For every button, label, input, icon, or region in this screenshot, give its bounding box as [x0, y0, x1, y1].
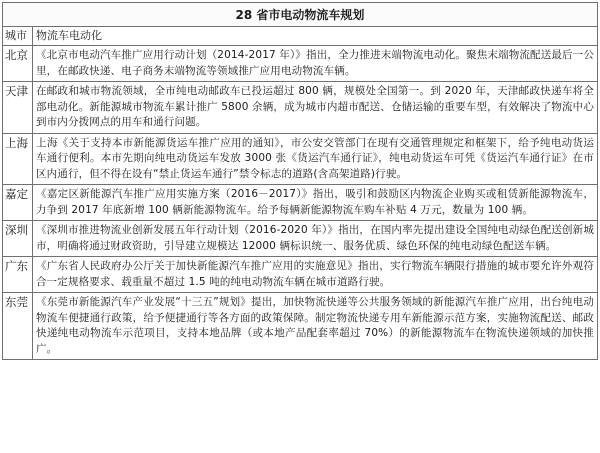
city-cell: 北京 [3, 46, 33, 82]
policy-cell: 《嘉定区新能源汽车推广应用实施方案（2016－2017）》指出，吸引和鼓励区内物流企业购买或租赁新能源物流车，力争到 2017 年底新增 100 辆新能源物流车。给予每辆新能源物流车购车补贴 4 万元，数量为 100 辆。 [33, 185, 598, 221]
policy-cell: 《东莞市新能源汽车产业发展“十三五”规划》提出，加快物流快递等公共服务领域的新能源汽车推广应用，出台纯电动物流车便捷通行政策，给予便捷通行等各方面的政策保障。制定物流快递专用车新能源示范方案，实施物流配送、邮政快递纯电动物流车示范项目，支持本地品牌（或本地产品配套率超过 70%）的新能源物流车在物流快递领域的加快推广。 [33, 293, 598, 360]
table-row [3, 185, 598, 221]
header-city: 城市 [3, 27, 33, 46]
table-row [3, 221, 598, 257]
header-policy: 物流车电动化 [33, 27, 598, 46]
policy-cell: 《广东省人民政府办公厅关于加快新能源汽车推广应用的实施意见》指出，实行物流车辆限行措施的城市要允许外观符合一定规格要求、载重量不超过 1.5 吨的纯电动物流车辆在城市道路行驶。 [33, 257, 598, 293]
policy-table [2, 26, 598, 360]
table-row [3, 293, 598, 360]
city-cell: 东莞 [3, 293, 33, 360]
table-title: 28 省市电动物流车规划 [2, 2, 598, 26]
city-cell: 天津 [3, 82, 33, 134]
table-header-row [3, 27, 598, 46]
policy-cell: 在邮政和城市物流领域，全市纯电动邮政车已投运超过 800 辆，规模处全国第一。到 2020 年，天津邮政快递车将全部电动化。新能源城市物流车累计推广 5800 余辆，成为城市内超市配送、仓储运输的重要车型，有效解决了物流中心到市内分拨网点的用车和通行问题。 [33, 82, 598, 134]
policy-cell: 上海《关于支持本市新能源货运车推广应用的通知》，市公安交管部门在现有交通管理规定和框架下，给予纯电动货运车通行便利。本市先期向纯电动货运车发放 3000 张《货运汽车通行证》，纯电动货运车可凭《货运汽车通行证》在市区内通行，但不得在设有“禁止货运车通行”禁令标志的道路(含高架道路)行驶。 [33, 133, 598, 185]
city-cell: 上海 [3, 133, 33, 185]
city-cell: 深圳 [3, 221, 33, 257]
policy-cell: 《北京市电动汽车推广应用行动计划（2014-2017 年）》指出，全力推进末端物流电动化。聚焦末端物流配送最后一公里，在邮政快递、电子商务末端物流等领域推广应用电动物流车辆。 [33, 46, 598, 82]
city-cell: 嘉定 [3, 185, 33, 221]
policy-cell: 《深圳市推进物流业创新发展五年行动计划（2016-2020 年）》指出，在国内率先提出建设全国纯电动绿色配送创新城市，明确将通过财政资助，引导建立规模达 12000 辆标识统一、服务优质、绿色环保的纯电动绿色配送车辆。 [33, 221, 598, 257]
city-cell: 广东 [3, 257, 33, 293]
table-row [3, 82, 598, 134]
table-row [3, 257, 598, 293]
table-row [3, 46, 598, 82]
table-row [3, 133, 598, 185]
